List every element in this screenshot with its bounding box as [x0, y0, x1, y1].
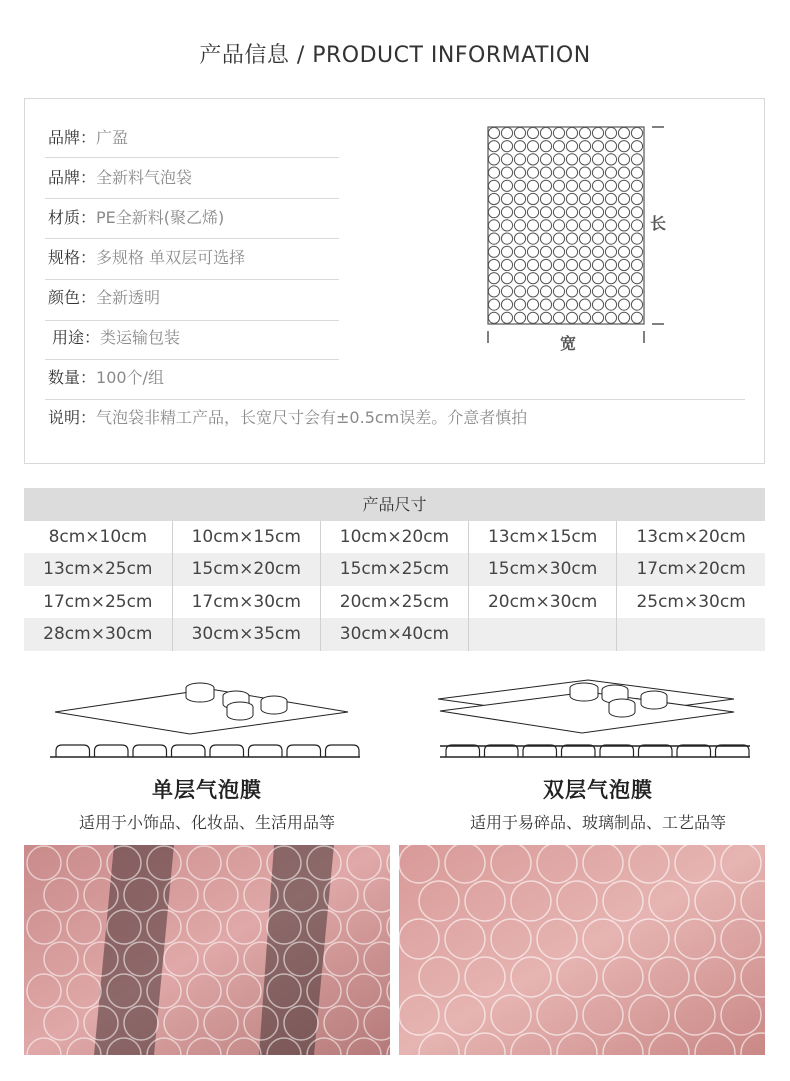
size-cell	[469, 618, 617, 651]
size-cell: 28cm×30cm	[24, 618, 172, 651]
info-row-product: 品牌：全新料气泡袋	[48, 168, 193, 187]
info-row-usage: 用途：类运输包装	[52, 328, 181, 347]
single-layer-desc: 适用于小饰品、化妆品、生活用品等	[78, 813, 335, 832]
size-table	[24, 521, 765, 651]
size-table-section	[24, 488, 765, 651]
size-cell: 30cm×35cm	[172, 618, 320, 651]
size-cell	[617, 618, 765, 651]
size-cell: 13cm×15cm	[469, 521, 617, 553]
double-layer-desc: 适用于易碎品、玻璃制品、工艺品等	[469, 813, 726, 832]
single-layer-photo	[24, 845, 390, 1055]
size-cell: 17cm×20cm	[617, 553, 765, 586]
size-cell: 30cm×40cm	[320, 618, 468, 651]
single-layer-title: 单层气泡膜	[152, 778, 262, 802]
table-row	[24, 586, 765, 619]
size-cell: 13cm×25cm	[24, 553, 172, 586]
size-table-header: 产品尺寸	[24, 488, 765, 521]
info-row-color: 颜色：全新透明	[48, 288, 161, 307]
size-cell: 25cm×30cm	[636, 591, 746, 612]
table-row	[24, 618, 765, 651]
size-cell: 15cm×20cm	[172, 553, 320, 586]
size-cell: 8cm×10cm	[24, 521, 172, 553]
double-layer-title: 双层气泡膜	[543, 778, 653, 802]
info-row-quantity: 数量：100个/组	[48, 368, 164, 387]
size-cell: 20cm×25cm	[320, 586, 468, 619]
size-cell: 20cm×30cm	[469, 586, 617, 619]
size-cell: 17cm×30cm	[172, 586, 320, 619]
double-layer-caption	[418, 774, 778, 833]
page-title: 产品信息 / PRODUCT INFORMATION	[199, 43, 591, 68]
info-row-spec: 规格：多规格 单双层可选择	[48, 248, 246, 267]
info-row-brand: 品牌：广盈	[48, 128, 129, 147]
size-cell: 10cm×15cm	[172, 521, 320, 553]
product-info-panel	[24, 98, 765, 464]
size-cell: 17cm×25cm	[24, 586, 172, 619]
size-cell: 15cm×30cm	[469, 553, 617, 586]
size-cell: 15cm×25cm	[320, 553, 468, 586]
info-row-material: 材质：PE全新料(聚乙烯)	[48, 208, 225, 227]
table-row	[24, 521, 765, 553]
size-cell: 10cm×20cm	[320, 521, 468, 553]
bag-dimension-diagram	[480, 117, 720, 357]
double-layer-illustration	[430, 676, 760, 766]
double-layer-photo	[399, 845, 765, 1055]
single-layer-caption	[27, 774, 387, 833]
info-row-note: 说明：气泡袋非精工产品，长宽尺寸会有±0.5cm误差。介意者慎拍	[48, 408, 528, 427]
length-label: 长	[649, 214, 667, 233]
table-row	[24, 553, 765, 586]
width-label: 宽	[559, 334, 577, 353]
single-layer-illustration	[40, 676, 370, 766]
size-cell: 13cm×20cm	[636, 526, 746, 547]
